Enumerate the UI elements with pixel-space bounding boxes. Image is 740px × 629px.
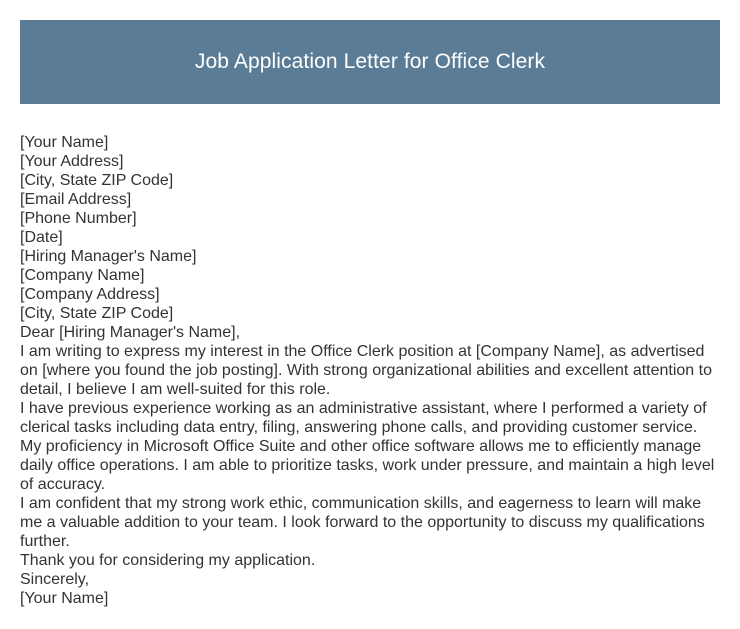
letter-body — [20, 133, 725, 608]
paragraph-confidence: I am confident that my strong work ethic, communication skills, and eagerness to learn will make me a valuable addition to your team. I look forward to the opportunity to discuss my qualifications further. — [20, 495, 705, 550]
page-title: Job Application Letter for Office Clerk — [194, 50, 546, 73]
letter-date: [Date] — [20, 229, 63, 246]
sender-name: [Your Name] — [20, 134, 109, 151]
paragraph-skills: My proficiency in Microsoft Office Suite and other office software allows me to efficiently manage daily office operations. I am able to prioritize tasks, work under pressure, and maintain a high level of accuracy. — [20, 438, 715, 493]
sender-phone: [Phone Number] — [20, 210, 137, 227]
recipient-company-address: [Company Address] — [20, 286, 160, 303]
recipient-company-name: [Company Name] — [20, 267, 145, 284]
recipient-city-state-zip: [City, State ZIP Code] — [20, 305, 174, 322]
paragraph-experience: I have previous experience working as an administrative assistant, where I performed a variety of clerical tasks including data entry, filing, answering phone calls, and providing customer service. — [20, 400, 707, 436]
paragraph-interest: I am writing to express my interest in the Office Clerk position at [Company Name], as advertised on [where you found the job posting]. With strong organizational abilities and excellent attention to detail, I believe I am well-suited for this role. — [20, 343, 712, 398]
sender-address: [Your Address] — [20, 153, 124, 170]
sender-city-state-zip: [City, State ZIP Code] — [20, 172, 174, 189]
thanks-line: Thank you for considering my application. — [20, 552, 316, 569]
sender-email: [Email Address] — [20, 191, 132, 208]
closing: Sincerely, — [20, 571, 90, 588]
salutation: Dear [Hiring Manager's Name], — [20, 324, 241, 341]
letter-header — [20, 20, 720, 104]
recipient-hiring-manager: [Hiring Manager's Name] — [20, 248, 197, 265]
signature: [Your Name] — [20, 590, 109, 607]
